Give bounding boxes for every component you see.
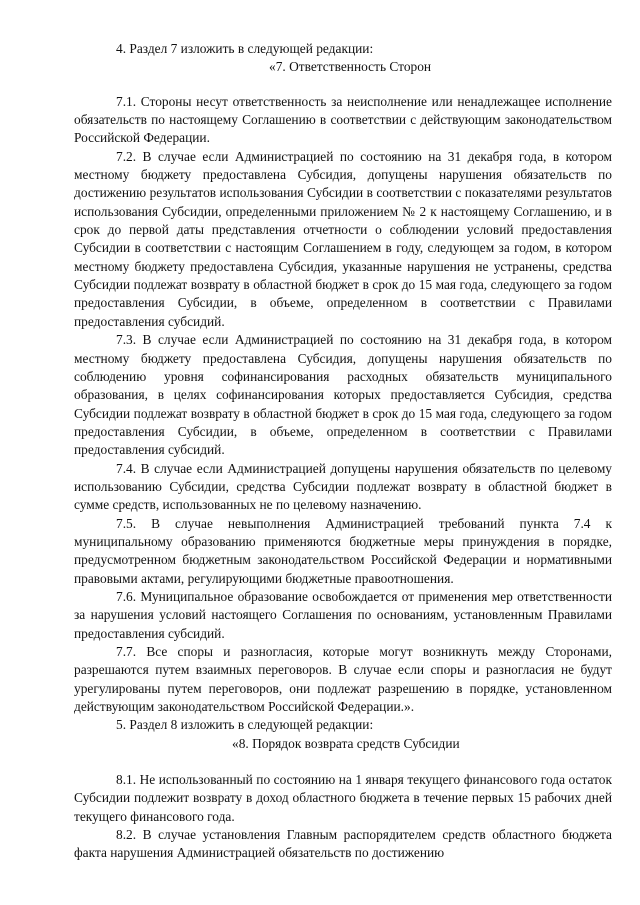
clause-7-7: 7.7. Все споры и разногласия, которые могут возникнуть между Сторонами, разрешаются путем взаимных переговоров. В случае если споры и разногласия не будут урегулированы путем переговоров, они подлежат разрешению в порядке, установленном действующим законодательством Российской Федерации.». [74, 644, 612, 715]
clause-7-1: 7.1. Стороны несут ответственность за неисполнение или ненадлежащее исполнение обязательств по настоящему Соглашению в соответствии с действующим законодательством Российской Федерации. [74, 93, 612, 146]
section-7-heading: «7. Ответственность Сторон [269, 59, 432, 75]
clause-7-4: 7.4. В случае если Администрацией допущены нарушения обязательств по целевому использованию Субсидии, средства Субсидии подлежат возврату в областной бюджет в сумме средств, использованных не по целевому назначению. [74, 460, 612, 513]
section-8-intro: 5. Раздел 8 изложить в следующей редакции: [116, 717, 374, 733]
section-8-heading: «8. Порядок возврата средств Субсидии [232, 735, 460, 751]
document-page [74, 40, 612, 863]
clause-7-2: 7.2. В случае если Администрацией по состоянию на 31 декабря года, в котором местному бюджету предоставлена Субсидия, допущены нарушения обязательств по достижению результатов использования Субсидии в соответствии с показателями результатов использования Субсидии, определенными приложением № 2 к настоящему Соглашению, и в срок до первой даты представления отчетности о соблюдении условий предоставления Субсидии в соответствии с настоящим Соглашением в году, следующем за годом, в котором местному бюджету предоставлена Субсидия, указанные нарушения не устранены, средства Субсидии подлежат возврату в областной бюджет в срок до 15 мая года, следующего за годом предоставления Субсидии, в объеме, определенном в соответствии с Правилами предоставления субсидий. [74, 148, 612, 329]
clause-8-2: 8.2. В случае установления Главным распорядителем средств областного бюджета факта нарушения Администрацией обязательств по достижению [74, 827, 612, 861]
spacer [74, 753, 612, 771]
spacer [74, 77, 612, 93]
clause-7-6: 7.6. Муниципальное образование освобождается от применения мер ответственности за нарушения условий настоящего Соглашения по основаниям, установленным Правилами предоставления субсидий. [74, 588, 612, 641]
clause-7-3: 7.3. В случае если Администрацией по состоянию на 31 декабря года, в котором местному бюджету предоставлена Субсидия, допущены нарушения обязательств по соблюдению уровня софинансирования расходных обязательств муниципального образования, в целях софинансирования которых предоставляется Субсидия, средства Субсидии подлежат возврату в областной бюджет в срок до 15 мая года, следующего за годом предоставления Субсидии, в объеме, определенном в соответствии с Правилами предоставления субсидий. [74, 332, 612, 458]
section-7-intro: 4. Раздел 7 изложить в следующей редакции: [116, 41, 374, 56]
clause-7-5: 7.5. В случае невыполнения Администрацией требований пункта 7.4 к муниципальному образованию применяются бюджетные меры принуждения в порядке, предусмотренном бюджетным законодательством Российской Федерации и нормативными правовыми актами, регулирующими бюджетные правоотношения. [74, 515, 612, 586]
clause-8-1: 8.1. Не использованный по состоянию на 1 января текущего финансового года остаток Субсидии подлежит возврату в доход областного бюджета в течение первых 15 рабочих дней текущего финансового года. [74, 772, 612, 824]
